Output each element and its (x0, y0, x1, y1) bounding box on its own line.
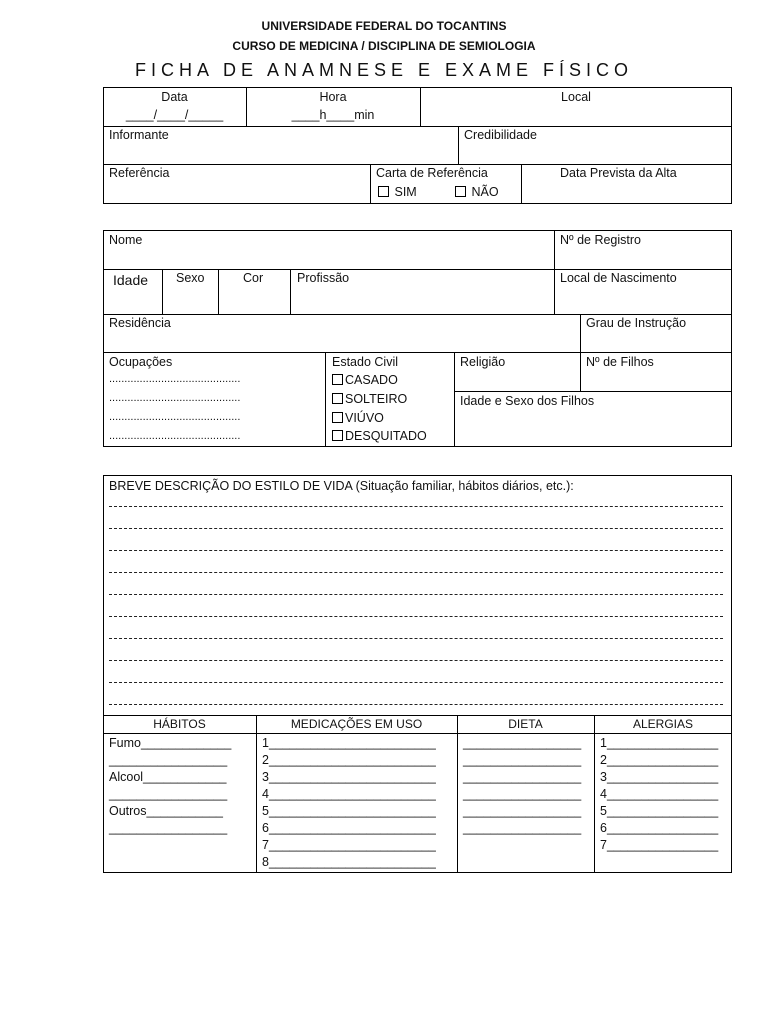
religiao-label: Religião (460, 355, 506, 369)
divider (594, 715, 595, 873)
form-title: FICHA DE ANAMNESE E EXAME FÍSICO (134, 60, 634, 80)
medicacao-line[interactable]: 8________________________ (262, 855, 436, 869)
course-name: CURSO DE MEDICINA / DISCIPLINA DE SEMIOLOGIA (232, 39, 536, 53)
ocupacoes-line[interactable]: ........................................... (109, 392, 241, 404)
divider (521, 164, 522, 204)
divider (103, 733, 732, 734)
alergia-line[interactable]: 4________________ (600, 787, 719, 801)
divider (458, 126, 459, 164)
sim-option[interactable] (378, 185, 417, 199)
dieta-line[interactable]: _________________ (463, 821, 582, 835)
divider (162, 269, 163, 314)
sim-label: SIM (394, 185, 417, 199)
divider (256, 715, 257, 873)
profissao-label: Profissão (297, 271, 350, 285)
dieta-line[interactable]: _________________ (463, 804, 582, 818)
data-label: Data (161, 90, 188, 104)
alergia-line[interactable]: 3________________ (600, 770, 719, 784)
divider (454, 352, 455, 447)
residencia-label: Residência (109, 316, 171, 330)
divider (103, 314, 732, 315)
writing-line[interactable] (109, 594, 723, 595)
divider (325, 352, 326, 447)
divider (103, 352, 732, 353)
medicacoes-header: MEDICAÇÕES EM USO (290, 717, 423, 731)
alergias-header: ALERGIAS (632, 717, 694, 731)
habitos-line[interactable]: _________________ (109, 821, 228, 835)
divider (580, 314, 581, 391)
dieta-line[interactable]: _________________ (463, 787, 582, 801)
local-label: Local (561, 90, 591, 104)
alergia-line[interactable]: 5________________ (600, 804, 719, 818)
writing-line[interactable] (109, 528, 723, 529)
option-label: DESQUITADO (345, 429, 427, 443)
estilo-vida-label: BREVE DESCRIÇÃO DO ESTILO DE VIDA (Situação familiar, hábitos diários, etc.): (109, 479, 574, 493)
divider (290, 269, 291, 314)
divider (454, 391, 732, 392)
habitos-header: HÁBITOS (153, 717, 206, 731)
ocupacoes-line[interactable]: ........................................... (109, 411, 241, 423)
hora-field[interactable]: ____h____min (291, 108, 375, 122)
data-field[interactable]: ____/____/_____ (125, 108, 224, 122)
checkbox-icon[interactable] (332, 393, 343, 404)
sexo-label: Sexo (176, 271, 205, 285)
nome-label: Nome (109, 233, 143, 247)
ocupacoes-line[interactable]: ........................................... (109, 430, 241, 442)
informante-label: Informante (109, 128, 169, 142)
divider (457, 715, 458, 873)
medicacao-line[interactable]: 4________________________ (262, 787, 436, 801)
estado-civil-option-viuvo[interactable] (332, 411, 384, 425)
dieta-line[interactable]: _________________ (463, 770, 582, 784)
hora-label: Hora (319, 90, 347, 104)
alergia-line[interactable]: 2________________ (600, 753, 719, 767)
habitos-line[interactable]: Outros___________ (109, 804, 223, 818)
registro-label: Nº de Registro (560, 233, 641, 247)
carta-referencia-label: Carta de Referência (376, 166, 488, 180)
writing-line[interactable] (109, 506, 723, 507)
section-identification-box (103, 87, 732, 204)
medicacao-line[interactable]: 2________________________ (262, 753, 436, 767)
writing-line[interactable] (109, 550, 723, 551)
dieta-line[interactable]: _________________ (463, 736, 582, 750)
estado-civil-label: Estado Civil (332, 355, 398, 369)
option-label: CASADO (345, 373, 398, 387)
writing-line[interactable] (109, 638, 723, 639)
instrucao-label: Grau de Instrução (586, 316, 687, 330)
checkbox-icon[interactable] (332, 412, 343, 423)
medicacao-line[interactable]: 1________________________ (262, 736, 436, 750)
estado-civil-option-desquitado[interactable] (332, 429, 427, 443)
alergia-line[interactable]: 6________________ (600, 821, 719, 835)
checkbox-icon[interactable] (378, 186, 389, 197)
writing-line[interactable] (109, 704, 723, 705)
nao-option[interactable] (455, 185, 499, 199)
dieta-line[interactable]: _________________ (463, 753, 582, 767)
writing-line[interactable] (109, 682, 723, 683)
cor-label: Cor (243, 271, 264, 285)
nascimento-label: Local de Nascimento (560, 271, 677, 285)
university-name: UNIVERSIDADE FEDERAL DO TOCANTINS (261, 19, 507, 33)
option-label: VIÚVO (345, 411, 384, 425)
divider (103, 164, 732, 165)
habitos-line[interactable]: _________________ (109, 787, 228, 801)
divider (370, 164, 371, 204)
estado-civil-option-casado[interactable] (332, 373, 398, 387)
checkbox-icon[interactable] (332, 430, 343, 441)
ocupacoes-line[interactable]: ........................................... (109, 373, 241, 385)
habitos-line[interactable]: Alcool____________ (109, 770, 227, 784)
checkbox-icon[interactable] (455, 186, 466, 197)
divider (554, 230, 555, 314)
checkbox-icon[interactable] (332, 374, 343, 385)
writing-line[interactable] (109, 572, 723, 573)
referencia-label: Referência (109, 166, 170, 180)
filhos-label: Nº de Filhos (586, 355, 654, 369)
medicacao-line[interactable]: 7________________________ (262, 838, 436, 852)
estado-civil-option-solteiro[interactable] (332, 392, 407, 406)
idade-sexo-filhos-label: Idade e Sexo dos Filhos (460, 394, 595, 408)
dieta-header: DIETA (508, 717, 543, 731)
idade-label: Idade (113, 272, 149, 288)
divider (218, 269, 219, 314)
medicacao-line[interactable]: 5________________________ (262, 804, 436, 818)
divider (103, 126, 732, 127)
medicacao-line[interactable]: 3________________________ (262, 770, 436, 784)
credibilidade-label: Credibilidade (464, 128, 537, 142)
divider (103, 715, 732, 716)
data-alta-label: Data Prevista da Alta (560, 166, 677, 180)
alergia-line[interactable]: 7________________ (600, 838, 719, 852)
habitos-line[interactable]: Fumo_____________ (109, 736, 232, 750)
nao-label: NÃO (471, 185, 499, 199)
habitos-line[interactable]: _________________ (109, 753, 228, 767)
divider (103, 269, 732, 270)
option-label: SOLTEIRO (345, 392, 408, 406)
alergia-line[interactable]: 1________________ (600, 736, 719, 750)
writing-line[interactable] (109, 616, 723, 617)
ocupacoes-label: Ocupações (109, 355, 173, 369)
medicacao-line[interactable]: 6________________________ (262, 821, 436, 835)
writing-line[interactable] (109, 660, 723, 661)
